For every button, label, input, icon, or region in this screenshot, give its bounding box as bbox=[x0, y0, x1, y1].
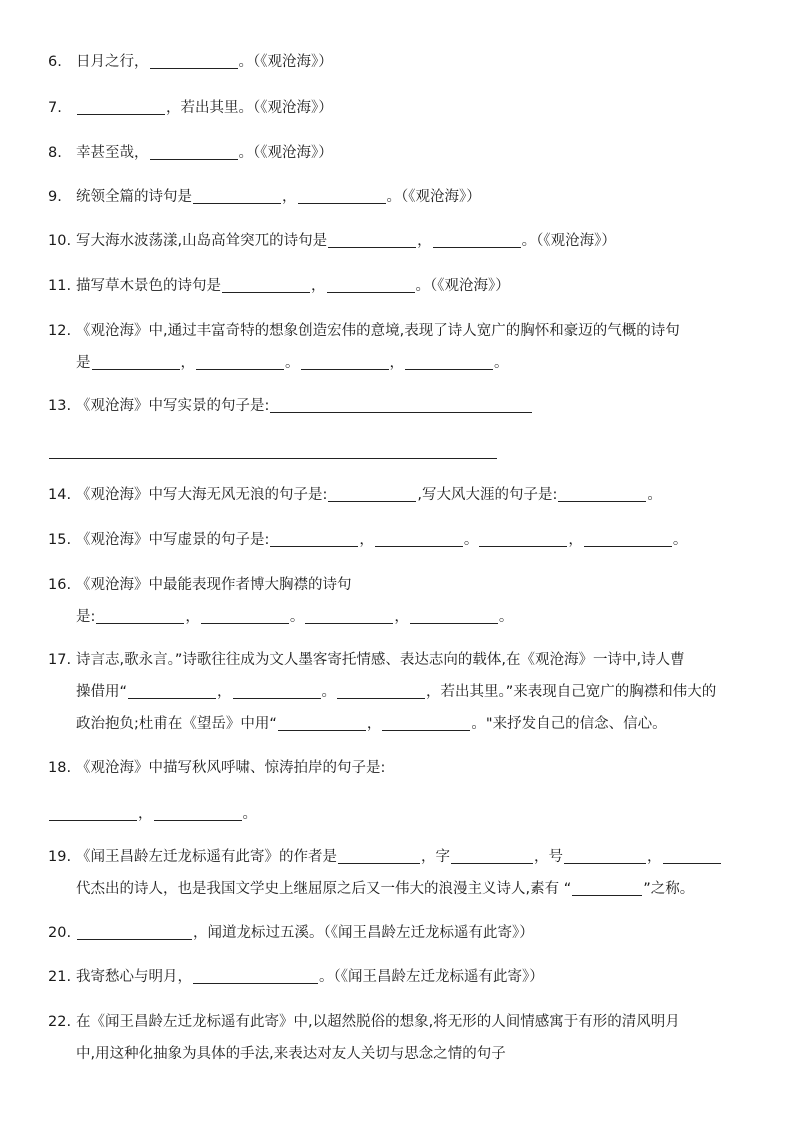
question-text: ，号 bbox=[534, 849, 563, 865]
answer-blank[interactable] bbox=[298, 202, 386, 204]
question-text: 日月之行， bbox=[76, 54, 149, 70]
question-text: 。（《观沧海》） bbox=[521, 233, 616, 249]
question-text: 《观沧海》中写实景的句子是: bbox=[76, 398, 270, 414]
answer-blank[interactable] bbox=[301, 368, 389, 370]
answer-blank[interactable] bbox=[270, 411, 532, 413]
answer-blank[interactable] bbox=[92, 368, 180, 370]
question-text: ， bbox=[647, 849, 662, 865]
question-number: 7. bbox=[48, 100, 62, 116]
answer-blank[interactable] bbox=[128, 697, 216, 699]
answer-blank[interactable] bbox=[337, 697, 425, 699]
answer-blank[interactable] bbox=[96, 622, 184, 624]
answer-blank[interactable] bbox=[410, 622, 498, 624]
question-text: 。 bbox=[289, 609, 305, 625]
question-20 bbox=[48, 917, 748, 949]
question-text: 写大海水波荡漾,山岛高耸突兀的诗句是 bbox=[76, 233, 328, 249]
answer-blank[interactable] bbox=[305, 622, 393, 624]
question-number: 14. bbox=[48, 487, 72, 503]
question-number: 16. bbox=[48, 577, 72, 593]
question-number: 20. bbox=[48, 925, 72, 941]
question-7 bbox=[48, 92, 748, 124]
answer-blank[interactable] bbox=[196, 368, 284, 370]
question-number: 15. bbox=[48, 532, 72, 548]
answer-blank[interactable] bbox=[382, 729, 470, 731]
answer-blank[interactable] bbox=[327, 291, 415, 293]
answer-blank[interactable] bbox=[479, 545, 567, 547]
question-text: ， bbox=[389, 355, 404, 371]
question-text: ， bbox=[185, 609, 200, 625]
answer-blank[interactable] bbox=[572, 894, 642, 896]
question-text: 操借用“ bbox=[76, 684, 128, 700]
question-8 bbox=[48, 137, 748, 169]
question-text: ， bbox=[217, 684, 232, 700]
question-text: ，若出其里。（《观沧海》） bbox=[166, 100, 333, 116]
question-text: 我寄愁心与明月， bbox=[76, 969, 192, 985]
question-text: 。（《观沧海》） bbox=[386, 189, 481, 205]
answer-blank[interactable] bbox=[278, 729, 366, 731]
question-text: 。 bbox=[242, 806, 257, 822]
question-text: 《观沧海》中描写秋风呼啸、惊涛拍岸的句子是: bbox=[76, 760, 386, 776]
question-text: 《闻王昌龄左迁龙标遥有此寄》的作者是 bbox=[76, 849, 337, 865]
question-text: ， bbox=[568, 532, 583, 548]
answer-blank[interactable] bbox=[584, 545, 672, 547]
question-text: 。（《观沧海》） bbox=[415, 278, 510, 294]
answer-blank[interactable] bbox=[150, 67, 238, 69]
answer-blank[interactable] bbox=[233, 697, 321, 699]
question-text: 。 bbox=[498, 609, 514, 625]
question-text: 《观沧海》中最能表现作者博大胸襟的诗句 bbox=[76, 577, 352, 593]
question-number: 13. bbox=[48, 398, 72, 414]
question-text: 是: bbox=[76, 609, 96, 625]
question-text: 。（《观沧海》） bbox=[238, 145, 333, 161]
question-number: 9. bbox=[48, 189, 62, 205]
question-text: 政治抱负;杜甫在《望岳》中用“ bbox=[76, 716, 277, 732]
question-text: ”之称。 bbox=[643, 881, 695, 897]
question-text: 幸甚至哉， bbox=[76, 145, 149, 161]
question-text: 。 bbox=[285, 355, 300, 371]
answer-blank[interactable] bbox=[558, 500, 646, 502]
question-21 bbox=[48, 961, 748, 993]
answer-blank[interactable] bbox=[663, 862, 721, 864]
question-number: 17. bbox=[48, 652, 72, 668]
question-text: ， bbox=[282, 189, 297, 205]
question-22 bbox=[48, 1006, 748, 1070]
question-text: 。（《闻王昌龄左迁龙标遥有此寄》） bbox=[319, 969, 544, 985]
question-10 bbox=[48, 225, 748, 257]
answer-blank[interactable] bbox=[201, 622, 289, 624]
answer-blank[interactable] bbox=[564, 862, 646, 864]
question-text: ， bbox=[359, 532, 374, 548]
question-text: 。 bbox=[647, 487, 662, 503]
question-number: 12. bbox=[48, 323, 72, 339]
question-15 bbox=[48, 524, 748, 556]
answer-blank[interactable] bbox=[193, 202, 281, 204]
question-text: 。 bbox=[463, 532, 479, 548]
question-19 bbox=[48, 841, 748, 905]
question-text: ，闻道龙标过五溪。（《闻王昌龄左迁龙标遥有此寄》） bbox=[193, 925, 534, 941]
question-16 bbox=[48, 569, 748, 633]
answer-blank[interactable] bbox=[405, 368, 493, 370]
answer-blank[interactable] bbox=[222, 291, 310, 293]
question-text: 是 bbox=[76, 355, 91, 371]
question-18 bbox=[48, 752, 748, 830]
question-text: 诗言志,歌永言。”诗歌往往成为文人墨客寄托情感、表达志向的载体,在《观沧海》一诗中,诗人曹 bbox=[76, 652, 685, 668]
question-text: ， bbox=[180, 355, 195, 371]
question-11 bbox=[48, 270, 748, 302]
question-number: 21. bbox=[48, 969, 72, 985]
question-text: ， bbox=[394, 609, 409, 625]
question-text: 《观沧海》中,通过丰富奇特的想象创造宏伟的意境,表现了诗人宽广的胸怀和豪迈的气概的诗句 bbox=[76, 323, 680, 339]
answer-blank[interactable] bbox=[270, 545, 358, 547]
question-number: 11. bbox=[48, 278, 72, 294]
question-13 bbox=[48, 390, 748, 468]
question-text: ， bbox=[366, 716, 382, 732]
answer-blank[interactable] bbox=[328, 246, 416, 248]
question-text: ，若出其里。”来表现自己宽广的胸襟和伟大的 bbox=[426, 684, 717, 700]
question-17 bbox=[48, 644, 748, 740]
question-text: 统领全篇的诗句是 bbox=[76, 189, 192, 205]
question-text: 描写草木景色的诗句是 bbox=[76, 278, 221, 294]
question-text: ， bbox=[417, 233, 432, 249]
answer-blank[interactable] bbox=[77, 113, 165, 115]
question-text: 在《闻王昌龄左迁龙标遥有此寄》中,以超然脱俗的想象,将无形的人间情感寓于有形的清风明月 bbox=[76, 1014, 680, 1030]
question-text: 。 bbox=[494, 355, 509, 371]
answer-blank[interactable] bbox=[154, 819, 242, 821]
question-text: 。"来抒发自己的信念、信心。 bbox=[471, 716, 667, 732]
question-number: 10. bbox=[48, 233, 72, 249]
question-text: ,写大风大涯的句子是: bbox=[417, 487, 558, 503]
question-text: 代杰出的诗人，也是我国文学史上继屈原之后又一伟大的浪漫主义诗人,素有 “ bbox=[76, 881, 572, 897]
answer-blank[interactable] bbox=[451, 862, 533, 864]
answer-blank[interactable] bbox=[338, 862, 420, 864]
answer-blank[interactable] bbox=[49, 457, 497, 459]
answer-blank[interactable] bbox=[150, 158, 238, 160]
question-text: 。（《观沧海》） bbox=[238, 54, 333, 70]
question-14 bbox=[48, 479, 748, 511]
question-text: 《观沧海》中写大海无风无浪的句子是: bbox=[76, 487, 328, 503]
question-number: 19. bbox=[48, 849, 72, 865]
question-number: 22. bbox=[48, 1014, 72, 1030]
question-number: 8. bbox=[48, 145, 62, 161]
answer-blank[interactable] bbox=[375, 545, 463, 547]
question-text: ， bbox=[311, 278, 326, 294]
question-9 bbox=[48, 181, 748, 213]
answer-blank[interactable] bbox=[77, 938, 192, 940]
question-text: 。 bbox=[672, 532, 688, 548]
question-text: ，字 bbox=[421, 849, 450, 865]
question-text: 中,用这种化抽象为具体的手法,来表达对友人关切与思念之情的句子 bbox=[76, 1046, 506, 1062]
answer-blank[interactable] bbox=[49, 819, 137, 821]
answer-blank[interactable] bbox=[193, 982, 318, 984]
question-number: 6. bbox=[48, 54, 62, 70]
question-12 bbox=[48, 315, 748, 379]
answer-blank[interactable] bbox=[433, 246, 521, 248]
answer-blank[interactable] bbox=[328, 500, 416, 502]
question-number: 18. bbox=[48, 760, 72, 776]
question-text: 《观沧海》中写虚景的句子是: bbox=[76, 532, 270, 548]
question-text: ， bbox=[138, 806, 153, 822]
question-6 bbox=[48, 46, 748, 78]
question-text: 。 bbox=[321, 684, 337, 700]
